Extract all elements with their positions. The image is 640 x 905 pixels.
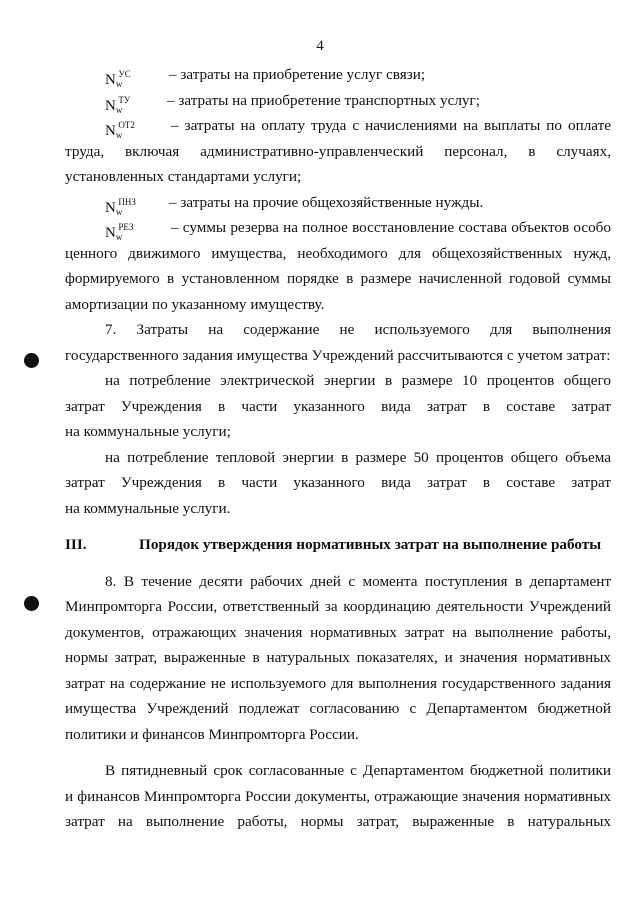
paragraph-9-line: затрат на выполнение работы, нормы затрат, выраженные в натуральных xyxy=(65,813,611,830)
formula-symbol: $N_w^{УС}$ xyxy=(105,69,131,89)
page-number: 4 xyxy=(316,38,324,54)
paragraph-7-line: государственного задания имущества Учреждений рассчитываются с учетом затрат: xyxy=(65,346,611,364)
definition-text: – затраты на прочие общехозяйственные нужды. xyxy=(169,193,484,211)
paragraph-8-line: имущества Учреждений подлежат согласованию с Департаментом бюджетной xyxy=(65,700,611,717)
definition-item xyxy=(65,215,611,241)
punch-hole-mark xyxy=(24,596,39,611)
electric-energy-line: на потребление электрической энергии в размере 10 процентов общего xyxy=(105,372,611,389)
paragraph-9-line: В пятидневный срок согласованные с Департаментом бюджетной политики xyxy=(105,762,611,779)
document-body xyxy=(65,62,611,835)
formula-symbol: $N_w^{ОТ2}$ xyxy=(105,120,135,140)
formula-symbol: $N_w^{РЕЗ}$ xyxy=(105,222,134,242)
paragraph-9-line: и финансов Минпромторга России документы, отражающие значения нормативных xyxy=(65,787,611,805)
paragraph-8-line: затрат на содержание не используемого для выполнения государственного задания xyxy=(65,674,611,692)
definition-text: – суммы резерва на полное восстановление состава объектов особо xyxy=(171,219,611,236)
paragraph-7-line: 7. Затраты на содержание не используемого для выполнения xyxy=(105,321,611,338)
text-line: труда, включая административно-управленческий персонал, в случаях, xyxy=(65,142,611,160)
text-line: амортизации по указанному имуществу. xyxy=(65,295,325,313)
punch-hole-mark xyxy=(24,353,39,368)
definition-item xyxy=(65,113,611,139)
definition-text: – затраты на оплату труда с начислениями на выплаты по оплате xyxy=(171,117,611,134)
formula-symbol: $N_w^{ПНЗ}$ xyxy=(105,196,136,217)
paragraph-8-line: Минпромторга России, ответственный за координацию деятельности Учреждений xyxy=(65,598,611,615)
section-number: III. xyxy=(65,536,87,553)
section-title: Порядок утверждения нормативных затрат на выполнение работы xyxy=(139,536,602,553)
definition-item xyxy=(65,190,611,216)
paragraph-8-line: политики и финансов Минпромторга России. xyxy=(65,725,359,743)
paragraph-8-line: документов, отражающих значения нормативных затрат на выполнение работы, xyxy=(65,623,611,641)
section-heading xyxy=(65,532,611,558)
heat-energy-line: на потребление тепловой энергии в размере 50 процентов общего объема xyxy=(105,448,611,466)
paragraph-8-line: нормы затрат, выраженные в натуральных показателях, и значения нормативных xyxy=(65,649,611,666)
electric-energy-line: затрат Учреждения в части указанного вида затрат в составе затрат xyxy=(65,397,611,415)
text-line: установленных стандартами услуги; xyxy=(65,168,302,185)
definition-text: – затраты на приобретение услуг связи; xyxy=(169,66,426,83)
formula-symbol: $N_w^{ТУ}$ xyxy=(105,94,131,115)
definition-item xyxy=(65,62,611,88)
heat-energy-line: затрат Учреждения в части указанного вида затрат в составе затрат xyxy=(65,474,611,491)
text-line: формируемого в установленном порядке в размере начисленной годовой суммы xyxy=(65,270,611,287)
heat-energy-line: на коммунальные услуги. xyxy=(65,499,231,517)
electric-energy-line: на коммунальные услуги; xyxy=(65,423,231,440)
definition-item xyxy=(65,88,611,114)
definition-text: – затраты на приобретение транспортных услуг; xyxy=(167,91,480,109)
paragraph-8-line: 8. В течение десяти рабочих дней с момента поступления в департамент xyxy=(105,572,611,590)
text-line: ценного движимого имущества, необходимого для общехозяйственных нужд, xyxy=(65,244,611,262)
